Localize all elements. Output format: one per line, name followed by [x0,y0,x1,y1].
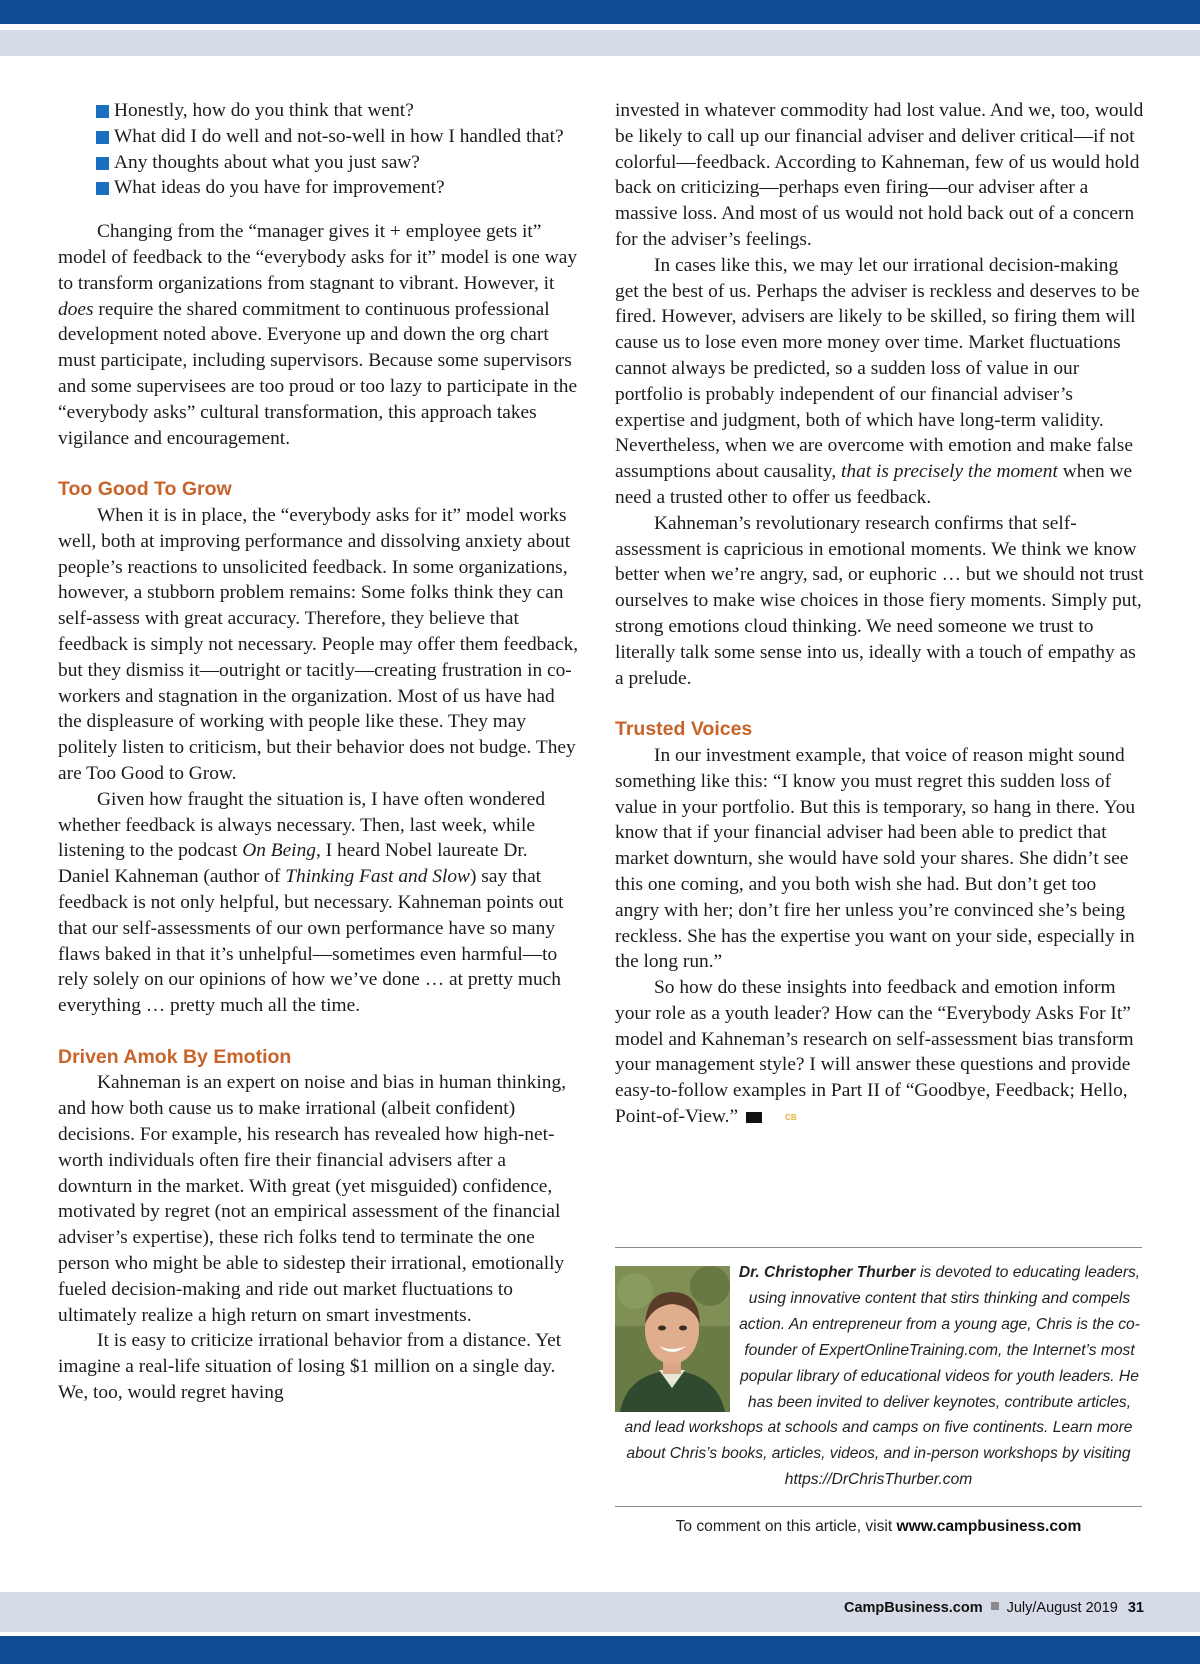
intro-paragraph: Changing from the “manager gives it + employee gets it” model of feedback to the “everybody asks for it” model is one way to transform organizations from stagnant to vibrant. However, it does require the shared commitment to continuous professional development noted above. Everyone up and down the org chart must participate, including supervisors. Because some supervisors and some supervisees are too proud or too lazy to participate in the “everybody asks” cultural transformation, this approach takes vigilance and encouragement. [58,221,578,449]
footer-issue: July/August 2019 [1006,1600,1118,1616]
comment-link[interactable]: www.campbusiness.com [896,1518,1082,1535]
footer-site: CampBusiness.com [844,1600,983,1616]
top-accent-bar [0,30,1200,56]
body-paragraph: Kahneman is an expert on noise and bias in human thinking, and how both cause us to make irrational (albeit confident) decisions. For example, his research has revealed how high-net-worth individuals often fire their financial advisers after a downturn in the market. With great (yet misguided) confidence, motivated by regret (not an empirical assessment of the financial adviser’s expertise), these rich folks tend to terminate the one person who might be able to sidestep their irrational, emotionally fueled decision-making and ride out market fluctuations to ultimately realize a high return on smart investments. [58,1072,567,1326]
list-item: What did I do well and not-so-well in how I handled that? [96,124,583,150]
body-paragraph: Kahneman’s revolutionary research confirms that self-assessment is capricious in emotional moments. We think we know better when we’re angry, sad, or euphoric … but we should not trust ourselves to make wise choices in those fiery moments. Simply put, strong emotions cloud thinking. We need someone we trust to literally talk some sense into us, ideally with a touch of empathy as a prelude. [615,512,1144,689]
body-paragraph: Given how fraught the situation is, I have often wondered whether feedback is always necessary. Then, last week, while listening to the podcast On Being, I heard Nobel laureate Dr. Daniel Kahneman (author of Thinking Fast and Slow) say that feedback is not only helpful, but necessary. Kahneman points out that our self-assessments of our own performance have so many flaws baked in that it’s unhelpful—sometimes even harmful—to rely solely on our opinions of how we’ve done … at pretty much everything … pretty much all the time. [58,788,564,1017]
divider [615,1247,1142,1248]
top-banner-bar [0,0,1200,24]
body-paragraph: It is easy to criticize irrational behavior from a distance. Yet imagine a real-life situation of losing $1 million on a single day. We, too, would regret having [58,1330,562,1404]
body-paragraph: In our investment example, that voice of reason might sound something like this: “I know you must regret this sudden loss of value in your portfolio. But this is temporary, so hang in there. You know that if your financial adviser had been able to predict that market downturn, she would have sold your shares. She didn’t see this one coming, and you both wish she had. But don’t get too angry with her; don’t fire her unless you’re convinced she’s being reckless. She has the expertise you want on your side, especially in the long run.” [615,744,1136,973]
square-bullet-icon [96,105,109,118]
right-column [615,98,1145,1130]
comment-line: To comment on this article, visit www.campbusiness.com [675,1518,1082,1535]
list-item: Any thoughts about what you just saw? [96,150,583,176]
section-heading-trusted-voices: Trusted Voices [615,718,753,741]
end-mark-logo: CB [746,1112,762,1123]
list-item: What ideas do you have for improvement? [96,175,583,201]
separator-square-icon [991,1602,999,1610]
body-paragraph: So how do these insights into feedback and emotion inform your role as a youth leader? How can the “Everybody Asks For It” model and Kahneman’s research on self-assessment bias transform your management style? I will answer these questions and provide easy-to-follow examples in Part II of “Goodbye, Feedback; Hello, Point-of-View.” CB [615,977,1134,1128]
divider [615,1506,1142,1507]
list-item: Honestly, how do you think that went? [96,98,583,124]
body-paragraph: In cases like this, we may let our irrational decision-making get the best of us. Perhaps the adviser is reckless and deserves to be fired. However, advisers are likely to be skilled, so firing them will cause us to lose even more money over time. Market fluctuations cannot always be predicted, so a sudden loss of value in our portfolio is probably independent of our financial adviser’s expertise and judgment, both of which have long-term validity. Nevertheless, when we are overcome with emotion and make false assumptions about causality, that is precisely the moment when we need a trusted other to offer us feedback. [615,254,1140,508]
continued-paragraph: invested in whatever commodity had lost value. And we, too, would be likely to call up our financial adviser and deliver critical—if not colorful—feedback. According to Kahneman, few of us would hold back on criticizing—perhaps even firing—our adviser after a massive loss. And most of us would not hold back out of a concern for the adviser’s feelings. [615,100,1144,250]
left-column [58,98,583,1406]
square-bullet-icon [96,157,109,170]
section-heading-too-good-to-grow: Too Good To Grow [58,478,232,501]
section-heading-driven-amok: Driven Amok By Emotion [58,1045,292,1068]
page-number: 31 [1127,1600,1144,1616]
square-bullet-icon [96,131,109,144]
bottom-banner-bar [0,1636,1200,1664]
page-footer [844,1600,1144,1616]
author-name: Dr. Christopher Thurber [738,1264,916,1281]
question-list [58,98,583,201]
square-bullet-icon [96,182,109,195]
author-bio [615,1260,1142,1493]
bio-text: is devoted to educating leaders, using innovative content that stirs thinking and compels action. An entrepreneur from a young age, Chris is the co-founder of ExpertOnlineTraining.com, the Internet’s most popular library of educational videos for youth leaders. He has been invited to deliver keynotes, contribute articles, and lead workshops at schools and camps on five continents. Learn more about Chris’s books, articles, videos, and in-person workshops by visiting https://DrChrisThurber.com [624,1264,1141,1489]
body-paragraph: When it is in place, the “everybody asks for it” model works well, both at improving performance and dissolving anxiety about people’s reactions to unsolicited feedback. In some organizations, however, a stubborn problem remains: Some folks think they can self-assess with great accuracy. Therefore, they believe that feedback is simply not necessary. People may offer them feedback, but they dismiss it—outright or tacitly—creating frustration in co-workers and stagnation in the organization. Most of us have had the displeasure of working with people like these. They may politely listen to criticism, but their behavior does not budge. They are Too Good to Grow. [58,504,579,784]
